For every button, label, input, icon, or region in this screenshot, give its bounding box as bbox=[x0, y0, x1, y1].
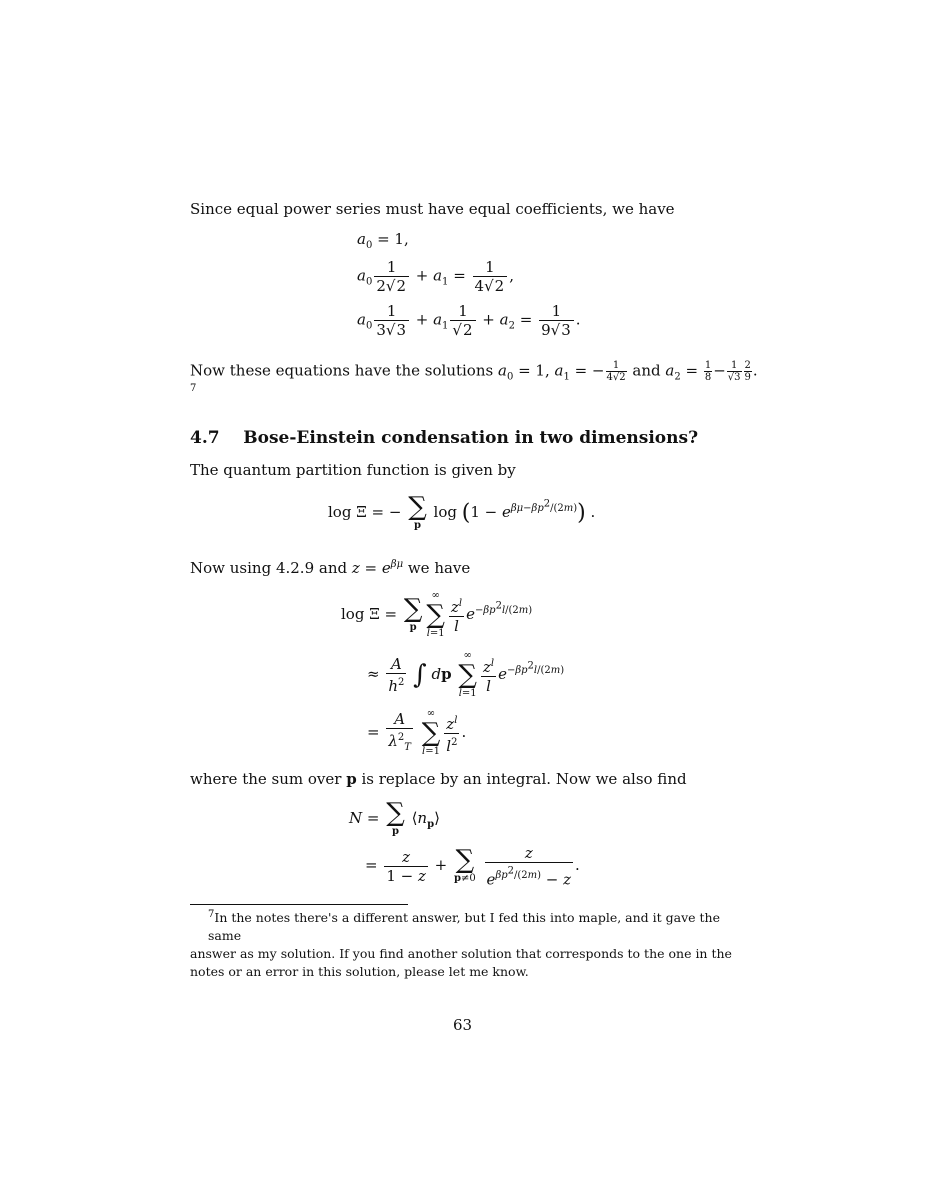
equation-log-xi: log Ξ = − ∑ p $\log (1 - e^{\beta\mu-\beta p^2/(2m)})$ . bbox=[328, 492, 596, 531]
solutions-and: and bbox=[632, 361, 661, 380]
page-number: 63 bbox=[453, 1016, 473, 1034]
footnote bbox=[190, 906, 750, 981]
where-text: where the sum over bbox=[190, 770, 342, 788]
footnote-marker-ref: 7 bbox=[208, 909, 215, 920]
equation-a1: $a_0$ $\frac{1}{2√2}$ + $a_1$ = $\frac{1}{4√2}$ , bbox=[357, 258, 514, 295]
footnote-line-1: In the notes there's a different answer, but I fed this into maple, and it gave the same bbox=[208, 910, 720, 944]
section-title: Bose-Einstein condensation in two dimensions? bbox=[243, 428, 699, 448]
where-text-suffix: is replace by an integral. Now we also find bbox=[361, 770, 687, 788]
using-text-suffix: we have bbox=[407, 559, 471, 577]
equation-a0: $a_0 = 1$, bbox=[357, 230, 409, 251]
footnote-line-2: answer as my solution. If you find another solution that corresponds to the one in the bbox=[190, 946, 732, 962]
solutions-text: Now these equations have the solutions bbox=[190, 361, 494, 380]
using-paragraph: Now using 4.2.9 and $z = e^{\beta\mu}$ we have bbox=[190, 559, 471, 577]
equation-n-expanded: = $\frac{z}{1 - z}$ + ∑ p≠0 $\frac{z}{e^{\beta p^2/(2m)} - z}$ . bbox=[365, 844, 580, 889]
equation-log-xi-series: log Ξ = ∑ p ∞ ∑ l=1 $\frac{z^l}{l}$ $e^{-\beta p^2l/(2m)}$ bbox=[341, 590, 533, 639]
equation-n: N = ∑ p $⟨n_p⟩$ bbox=[349, 798, 440, 837]
footnote-rule bbox=[190, 904, 408, 905]
section-heading bbox=[190, 428, 698, 448]
using-text: Now using 4.2.9 and bbox=[190, 559, 348, 577]
where-paragraph: where the sum over p is replace by an integral. Now we also find bbox=[190, 770, 687, 788]
intro-paragraph: Since equal power series must have equal coefficients, we have bbox=[190, 200, 675, 218]
equation-integral: ≈ $\frac{A}{h^2}$ ∫ dp ∞ ∑ l=1 $\frac{z^l}{l}$ $e^{-\beta p^2l/(2m)}$ bbox=[367, 650, 565, 699]
section-number: 4.7 bbox=[190, 428, 220, 448]
footnote-line-3: notes or an error in this solution, please let me know. bbox=[190, 964, 529, 980]
equation-lambda: = $\frac{A}{\lambda^2_T}$ ∞ ∑ l=1 $\frac{z^l}{l^2}$ . bbox=[367, 708, 467, 757]
partition-paragraph: The quantum partition function is given by bbox=[190, 461, 516, 479]
footnote-marker: 7 bbox=[190, 383, 197, 394]
equation-a2: $a_0$ $\frac{1}{3√3}$ + $a_1$ $\frac{1}{√2}$ + $a_2$ = $\frac{1}{9√3}$ . bbox=[357, 302, 581, 339]
solutions-paragraph: Now these equations have the solutions $a_0 = 1$, $a_1$ = − $\frac{1}{4√2}$ and $a_2$ = $\frac{1}{8}$ − $\frac{1}{√3}$ $\frac{2}{9}$ . bbox=[190, 360, 758, 383]
